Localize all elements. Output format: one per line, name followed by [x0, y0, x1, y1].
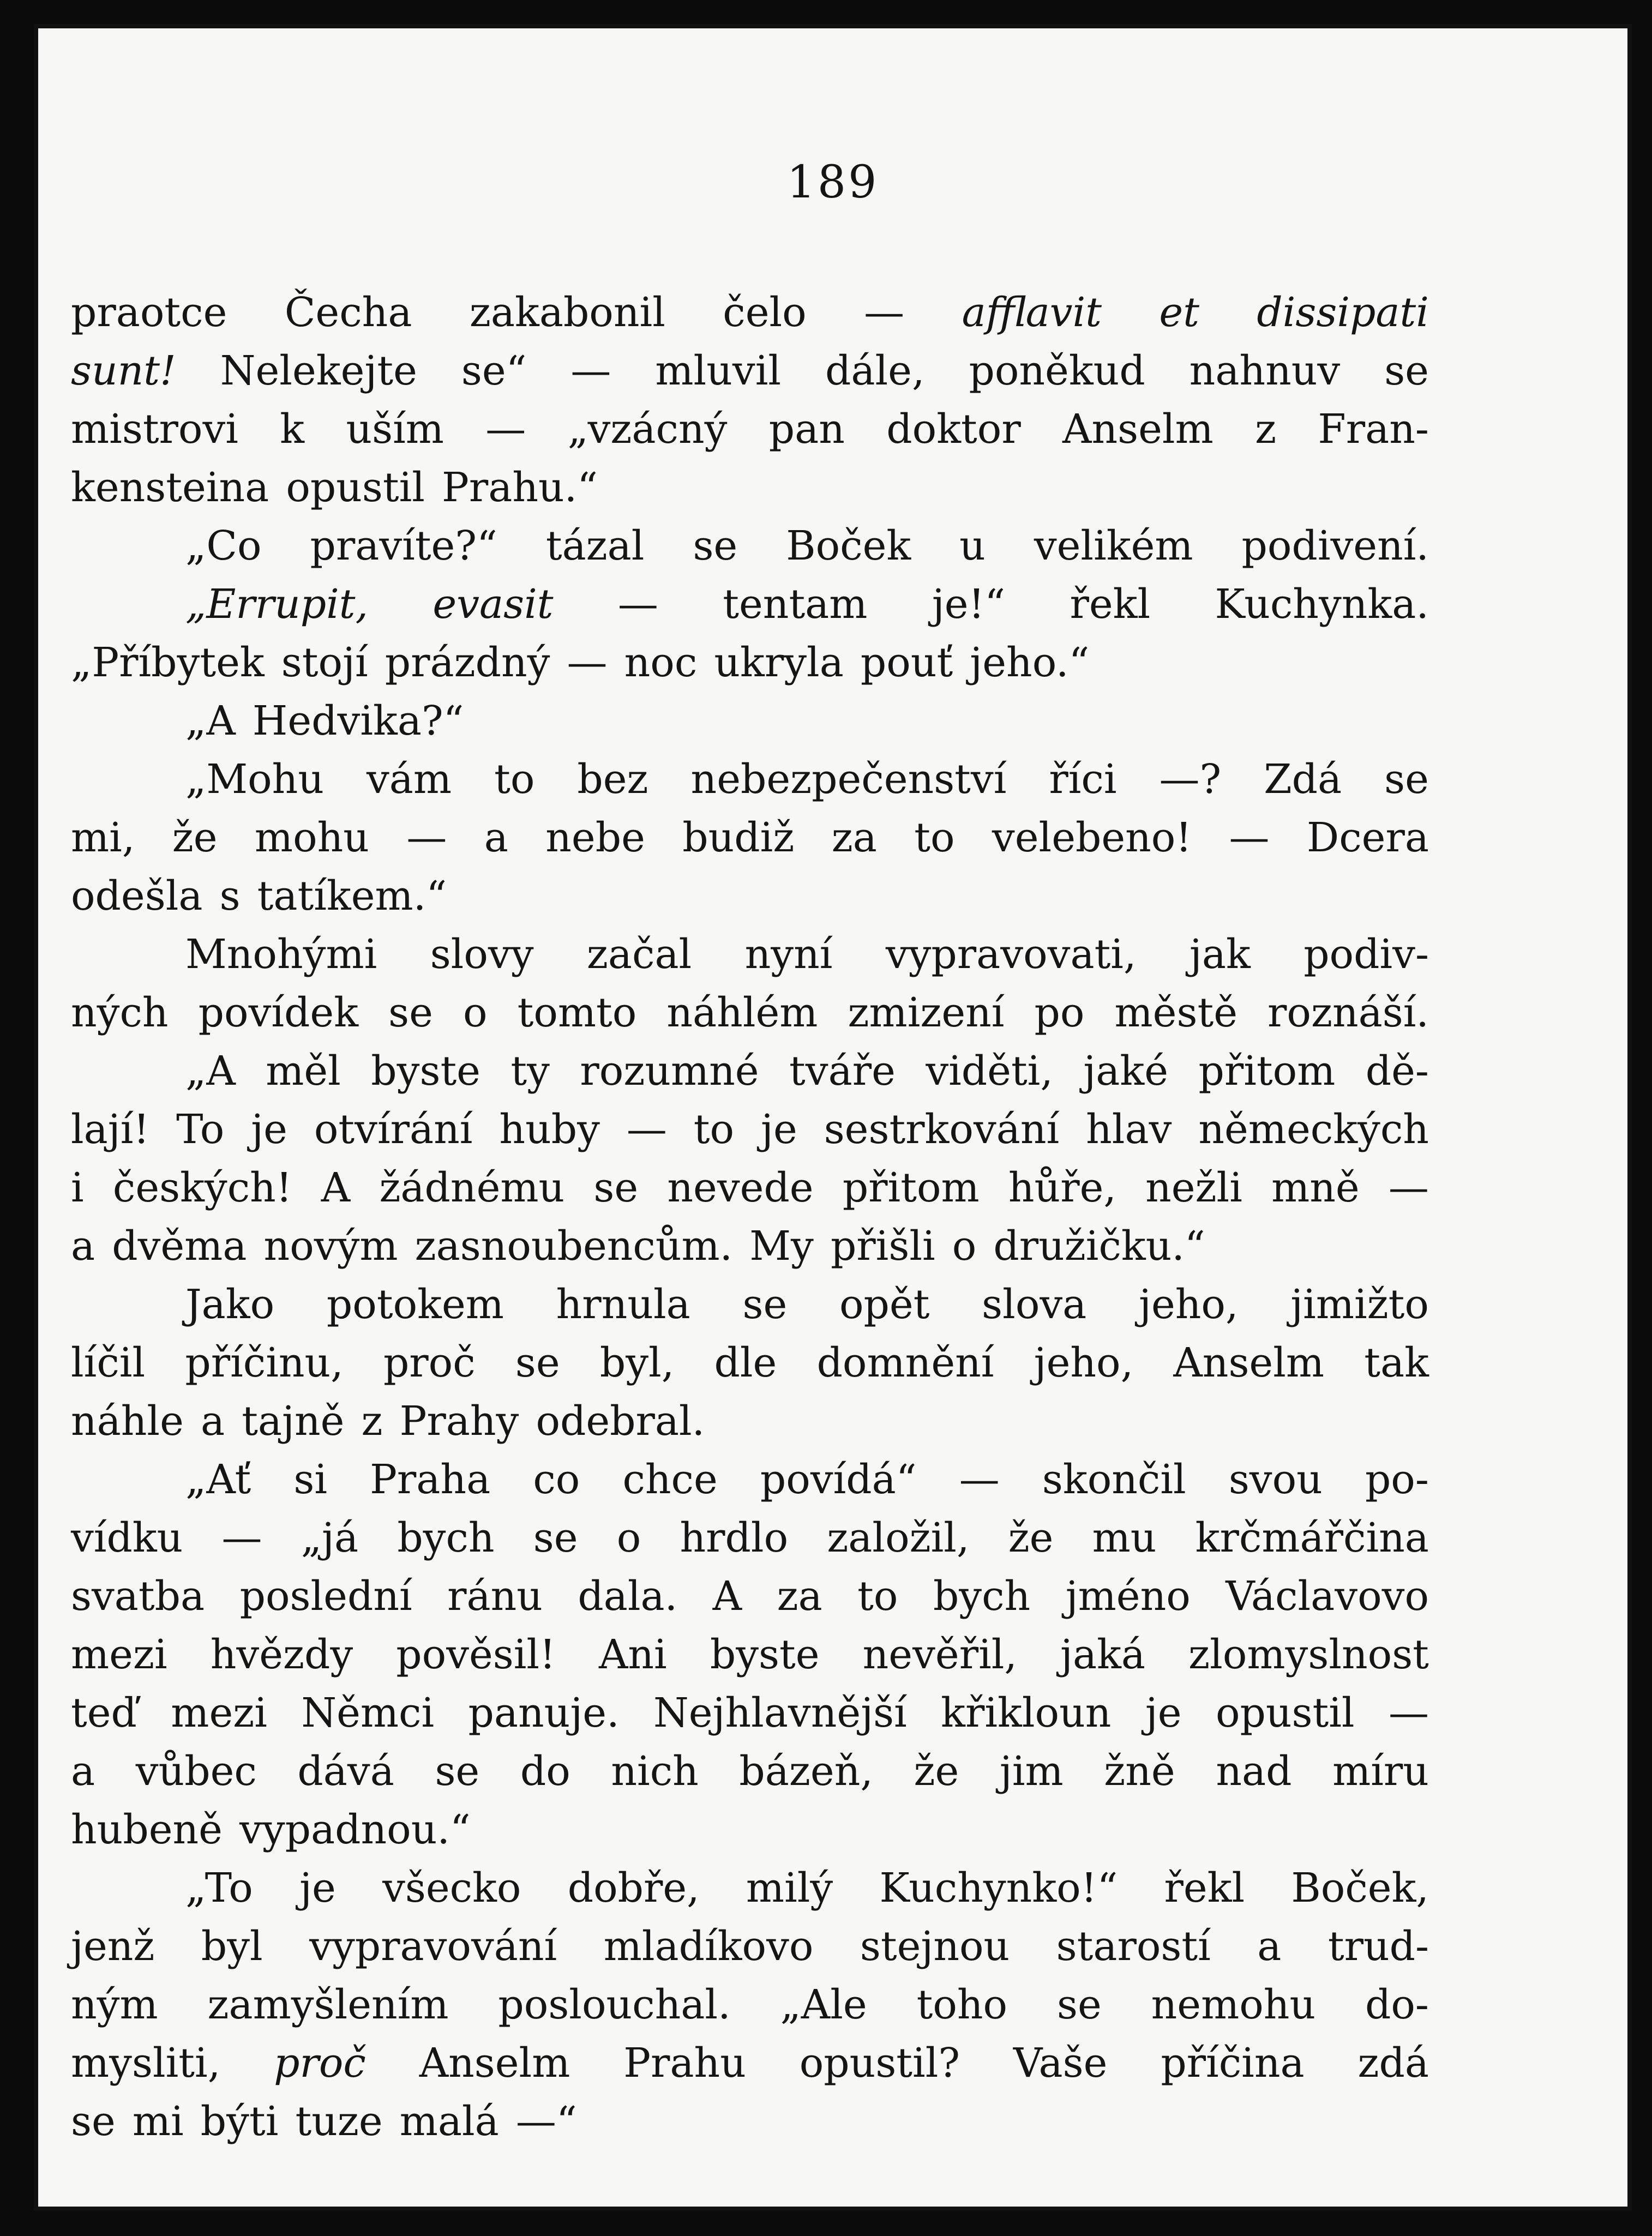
word: jeho,	[1034, 1339, 1134, 1386]
word: Dcera	[1306, 814, 1429, 861]
word: českých!	[112, 1164, 292, 1211]
word: toho	[916, 1981, 1008, 2028]
word: mluvil	[655, 347, 782, 394]
word: se	[1384, 756, 1429, 803]
word: řekl	[1070, 581, 1151, 628]
word: mi,	[71, 814, 135, 861]
word: to	[494, 756, 535, 803]
word: o	[616, 1514, 641, 1561]
word: rozumné	[580, 1048, 759, 1095]
word: příčina	[1161, 2040, 1305, 2087]
word: jeho,	[1139, 1281, 1239, 1328]
word: podivení.	[1241, 522, 1429, 569]
word: zasnoubencům.	[414, 1223, 733, 1270]
word: nebe	[545, 814, 645, 861]
word: byste	[710, 1631, 820, 1678]
word: opustil	[286, 464, 425, 511]
text-line	[71, 809, 1429, 867]
word: velebeno!	[992, 814, 1192, 861]
word: viděti,	[926, 1048, 1053, 1095]
word: nemohu	[1151, 1981, 1316, 2028]
word: se	[435, 1748, 480, 1795]
word: budiž	[682, 814, 795, 861]
word: zmizení	[848, 989, 1005, 1036]
word: křikloun	[941, 1690, 1112, 1736]
word: i	[71, 1164, 84, 1211]
word: praotce	[71, 289, 227, 336]
word: pan	[768, 406, 845, 453]
word: a	[71, 1748, 95, 1795]
text-line	[71, 1392, 1429, 1451]
page-text	[71, 284, 1429, 2151]
word: to	[857, 1573, 898, 1620]
text-line	[71, 1976, 1429, 2034]
word: odešla	[71, 873, 203, 919]
word: hlav	[1086, 1106, 1172, 1153]
word: mysliti,	[71, 2040, 221, 2087]
word: lají!	[71, 1106, 150, 1153]
word: hůře,	[1008, 1164, 1116, 1211]
text-line	[71, 2093, 1429, 2151]
word: chce	[622, 1456, 718, 1503]
word: sunt!	[71, 347, 176, 394]
word: k	[280, 406, 305, 453]
word: —	[406, 814, 447, 861]
word: stejnou	[860, 1923, 1010, 1970]
word: nevede	[667, 1164, 814, 1211]
word: že	[1008, 1514, 1054, 1561]
word: slovy	[430, 931, 534, 978]
word: nich	[611, 1748, 699, 1795]
text-line	[71, 1859, 1429, 1918]
word: je	[761, 1106, 797, 1153]
word: Jako	[185, 1281, 275, 1328]
word: městě	[1114, 989, 1238, 1036]
word: poněkud	[969, 347, 1145, 394]
word: mohu	[254, 814, 369, 861]
word: vídku	[71, 1514, 183, 1561]
word: přitom	[1198, 1048, 1336, 1095]
word: s	[219, 873, 241, 919]
word: žádnému	[379, 1164, 565, 1211]
word: pravíte?“	[310, 522, 497, 569]
word: se	[1056, 1981, 1102, 2028]
word: „Ať	[185, 1456, 251, 1503]
word: bez	[577, 756, 648, 803]
word: starostí	[1056, 1923, 1211, 1970]
word: skončil	[1042, 1456, 1186, 1503]
text-line	[71, 1101, 1429, 1159]
text-line	[71, 284, 1429, 342]
word: dává	[297, 1748, 394, 1795]
word: to	[693, 1106, 735, 1153]
text-line	[71, 1509, 1429, 1567]
word: se	[388, 989, 433, 1036]
word: vypadnou.“	[239, 1806, 471, 1853]
word: svou	[1228, 1456, 1323, 1503]
word: z	[361, 1398, 383, 1445]
word: tentam	[723, 581, 868, 628]
word: mezi	[71, 1631, 167, 1678]
word: trud-	[1327, 1923, 1429, 1970]
word: jimižto	[1290, 1281, 1429, 1328]
word: nevěřil,	[862, 1631, 1017, 1678]
word: založil,	[827, 1514, 970, 1561]
word: slova	[982, 1281, 1087, 1328]
word: proč	[383, 1339, 476, 1386]
word: a	[200, 1398, 225, 1445]
word: se	[71, 2098, 116, 2145]
word: mladíkovo	[603, 1923, 814, 1970]
word: všecko	[382, 1865, 521, 1912]
word: „A	[185, 1048, 236, 1095]
text-line	[71, 575, 1429, 634]
word: dissipati	[1257, 289, 1429, 336]
word: zamyšlením	[207, 1981, 449, 2028]
word: noc	[624, 639, 698, 686]
word: že	[172, 814, 218, 861]
word: Nejhlavnější	[653, 1690, 907, 1736]
word: bázeň,	[739, 1748, 873, 1795]
word: vypravování	[309, 1923, 557, 1970]
word: tak	[1364, 1339, 1429, 1386]
word: mně	[1271, 1164, 1360, 1211]
word: stojí	[281, 639, 368, 686]
word: My	[749, 1223, 814, 1270]
word: krčmářčina	[1195, 1514, 1429, 1561]
word: je	[299, 1865, 336, 1912]
text-line	[71, 1042, 1429, 1101]
text-line	[71, 1801, 1429, 1859]
word: je	[1145, 1690, 1182, 1736]
word: potokem	[326, 1281, 504, 1328]
word: kensteina	[71, 464, 269, 511]
word: Prahy	[399, 1398, 519, 1445]
word: Boček,	[1291, 1865, 1429, 1912]
word: povídá“	[760, 1456, 917, 1503]
word: poslední	[239, 1573, 412, 1620]
word: roznáší.	[1267, 989, 1429, 1036]
word: jim	[999, 1748, 1064, 1795]
word: Praha	[370, 1456, 491, 1503]
text-line	[71, 1159, 1429, 1217]
word: vypravovati,	[885, 931, 1137, 978]
word: tváře	[789, 1048, 896, 1095]
word: jak	[1189, 931, 1251, 978]
word: Zdá	[1264, 756, 1342, 803]
word: ránu	[447, 1573, 543, 1620]
word: ných	[71, 989, 169, 1036]
word: et	[1159, 289, 1199, 336]
text-line	[71, 1276, 1429, 1334]
word: nad	[1216, 1748, 1292, 1795]
word: Anselm	[419, 2040, 570, 2087]
word: Čecha	[284, 289, 412, 336]
text-line	[71, 459, 1429, 517]
word: sestrkování	[824, 1106, 1060, 1153]
word: —	[626, 1106, 667, 1153]
word: —	[485, 406, 526, 453]
word: do-	[1365, 1981, 1429, 2028]
word: líčil	[71, 1339, 146, 1386]
word: „Co	[185, 522, 262, 569]
word: nebezpečenství	[690, 756, 1007, 803]
word: teď	[71, 1690, 137, 1736]
word: nahnuv	[1189, 347, 1341, 394]
word: malá	[399, 2098, 499, 2145]
text-line	[71, 517, 1429, 575]
word: —	[864, 289, 905, 336]
word: míru	[1332, 1748, 1429, 1795]
word: u	[959, 522, 986, 569]
word: je!“	[932, 581, 1006, 628]
word: otvírání	[314, 1106, 473, 1153]
word: tajně	[242, 1398, 345, 1445]
word: opustil	[1215, 1690, 1355, 1736]
word: se	[1384, 347, 1429, 394]
word: bych	[933, 1573, 1031, 1620]
word: o	[952, 1223, 977, 1270]
word: jaké	[1083, 1048, 1169, 1095]
word: dala.	[578, 1573, 678, 1620]
word: hvězdy	[210, 1631, 353, 1678]
word: říci	[1049, 756, 1117, 803]
text-line	[71, 1626, 1429, 1684]
word: jenž	[71, 1923, 155, 1970]
word: po	[1034, 989, 1085, 1036]
word: se“	[461, 347, 527, 394]
word: Anselm	[1173, 1339, 1325, 1386]
word: hubeně	[71, 1806, 223, 1853]
word: vůbec	[135, 1748, 257, 1795]
word: „Příbytek	[71, 639, 265, 686]
word: —	[617, 581, 658, 628]
word: hrdlo	[680, 1514, 789, 1561]
word: opět	[839, 1281, 930, 1328]
text-line	[71, 867, 1429, 925]
word: dále,	[825, 347, 925, 394]
word: že	[914, 1748, 959, 1795]
word: čelo	[723, 289, 807, 336]
word: „A	[185, 698, 236, 744]
word: mezi	[171, 1690, 267, 1736]
word: —	[1389, 1690, 1429, 1736]
word: poslouchal.	[498, 1981, 731, 2028]
word: dobře,	[567, 1865, 700, 1912]
text-line	[71, 400, 1429, 459]
word: ty	[510, 1048, 550, 1095]
word: huby	[499, 1106, 600, 1153]
word: zakabonil	[469, 289, 665, 336]
word: byl	[201, 1923, 263, 1970]
word: —?	[1159, 756, 1222, 803]
text-line	[71, 342, 1429, 400]
text-line	[71, 1742, 1429, 1801]
word: prázdný	[385, 639, 550, 686]
word: Anselm	[1062, 406, 1214, 453]
word: Nelekejte	[220, 347, 417, 394]
word: nyní	[744, 931, 833, 978]
word: —	[1229, 814, 1270, 861]
word: „Errupit,	[185, 581, 369, 628]
word: ným	[71, 1981, 158, 2028]
word: odebral.	[536, 1398, 705, 1445]
text-line	[71, 1684, 1429, 1742]
word: Boček	[786, 522, 911, 569]
word: mistrovi	[71, 406, 238, 453]
word: Fran-	[1318, 406, 1429, 453]
word: se	[515, 1339, 560, 1386]
word: Ani	[598, 1631, 667, 1678]
word: bych	[397, 1514, 495, 1561]
word: se	[533, 1514, 578, 1561]
word: afflavit	[962, 289, 1102, 336]
word: „já	[301, 1514, 359, 1561]
word: panuje.	[468, 1690, 620, 1736]
word: A	[712, 1573, 742, 1620]
word: —	[570, 347, 611, 394]
word: —	[959, 1456, 1000, 1503]
text-line	[71, 1217, 1429, 1276]
word: proč	[274, 2040, 366, 2087]
word: doktor	[886, 406, 1021, 453]
word: náhlém	[666, 989, 818, 1036]
word: Mnohými	[185, 931, 377, 978]
word: Kuchynko!“	[879, 1865, 1118, 1912]
word: podiv-	[1303, 931, 1429, 978]
word: Prahu	[623, 2040, 746, 2087]
word: milý	[746, 1865, 833, 1912]
word: „Mohu	[185, 756, 324, 803]
word: „To	[185, 1865, 253, 1912]
text-line	[71, 1451, 1429, 1509]
book-page	[34, 24, 1632, 2211]
word: byl,	[599, 1339, 675, 1386]
word: A	[321, 1164, 351, 1211]
word: Prahu.“	[442, 464, 598, 511]
word: svatba	[71, 1573, 205, 1620]
word: za	[777, 1573, 822, 1620]
text-line	[71, 692, 1429, 750]
word: Kuchynka.	[1215, 581, 1429, 628]
word: Němci	[301, 1690, 435, 1736]
word: Václavovo	[1226, 1573, 1429, 1620]
word: —	[221, 1514, 262, 1561]
word: začal	[586, 931, 692, 978]
word: o	[462, 989, 488, 1036]
word: náhle	[71, 1398, 184, 1445]
text-line	[71, 1334, 1429, 1392]
page-number: 189	[786, 157, 879, 208]
word: povídek	[198, 989, 359, 1036]
word: si	[293, 1456, 327, 1503]
word: řekl	[1164, 1865, 1245, 1912]
text-line	[71, 1918, 1429, 1976]
word: býti	[200, 2098, 279, 2145]
word: novým	[263, 1223, 398, 1270]
word: a	[484, 814, 508, 861]
word: byste	[371, 1048, 480, 1095]
word: po-	[1365, 1456, 1429, 1503]
word: z	[1255, 406, 1277, 453]
word: dle	[714, 1339, 777, 1386]
word: zlomyslnost	[1188, 1631, 1429, 1678]
word: —	[567, 639, 608, 686]
word: evasit	[432, 581, 554, 628]
word: domnění	[816, 1339, 994, 1386]
word: Hedvika?“	[252, 698, 464, 744]
word: tatíkem.“	[257, 873, 447, 919]
word: a	[71, 1223, 95, 1270]
word: opustil?	[799, 2040, 960, 2087]
word: Vaše	[1013, 2040, 1108, 2087]
word: pouť	[860, 639, 953, 686]
word: do	[520, 1748, 570, 1795]
word: velikém	[1034, 522, 1193, 569]
text-line	[71, 750, 1429, 809]
word: zdá	[1357, 2040, 1429, 2087]
word: příčinu,	[185, 1339, 344, 1386]
text-line	[71, 1567, 1429, 1626]
text-line	[71, 2034, 1429, 2093]
word: pověsil!	[396, 1631, 556, 1678]
word: „vzácný	[567, 406, 728, 453]
word: ukryla	[714, 639, 844, 686]
word: tuze	[295, 2098, 383, 2145]
word: vám	[366, 756, 452, 803]
word: tomto	[517, 989, 637, 1036]
word: německých	[1198, 1106, 1429, 1153]
word: je	[251, 1106, 287, 1153]
word: hrnula	[556, 1281, 690, 1328]
word: dě-	[1365, 1048, 1429, 1095]
word: se	[593, 1164, 639, 1211]
word: jeho.“	[970, 639, 1090, 686]
word: uším	[346, 406, 444, 453]
word: To	[176, 1106, 225, 1153]
word: měl	[266, 1048, 341, 1095]
word: mu	[1092, 1514, 1157, 1561]
word: žně	[1104, 1748, 1175, 1795]
word: co	[533, 1456, 580, 1503]
word: nežli	[1145, 1164, 1242, 1211]
word: —	[1388, 1164, 1429, 1211]
word: a	[1257, 1923, 1282, 1970]
word: to	[914, 814, 955, 861]
text-line	[71, 925, 1429, 984]
text-line	[71, 634, 1429, 692]
word: jméno	[1065, 1573, 1191, 1620]
word: se	[742, 1281, 788, 1328]
word: přitom	[842, 1164, 980, 1211]
word: se	[693, 522, 738, 569]
word: tázal	[545, 522, 645, 569]
word: jaká	[1060, 1631, 1146, 1678]
word: dvěma	[112, 1223, 247, 1270]
word: mi	[132, 2098, 184, 2145]
word: —“	[515, 2098, 577, 2145]
word: „Ale	[780, 1981, 867, 2028]
word: přišli	[830, 1223, 935, 1270]
word: za	[831, 814, 877, 861]
text-line	[71, 984, 1429, 1042]
word: družičku.“	[993, 1223, 1205, 1270]
